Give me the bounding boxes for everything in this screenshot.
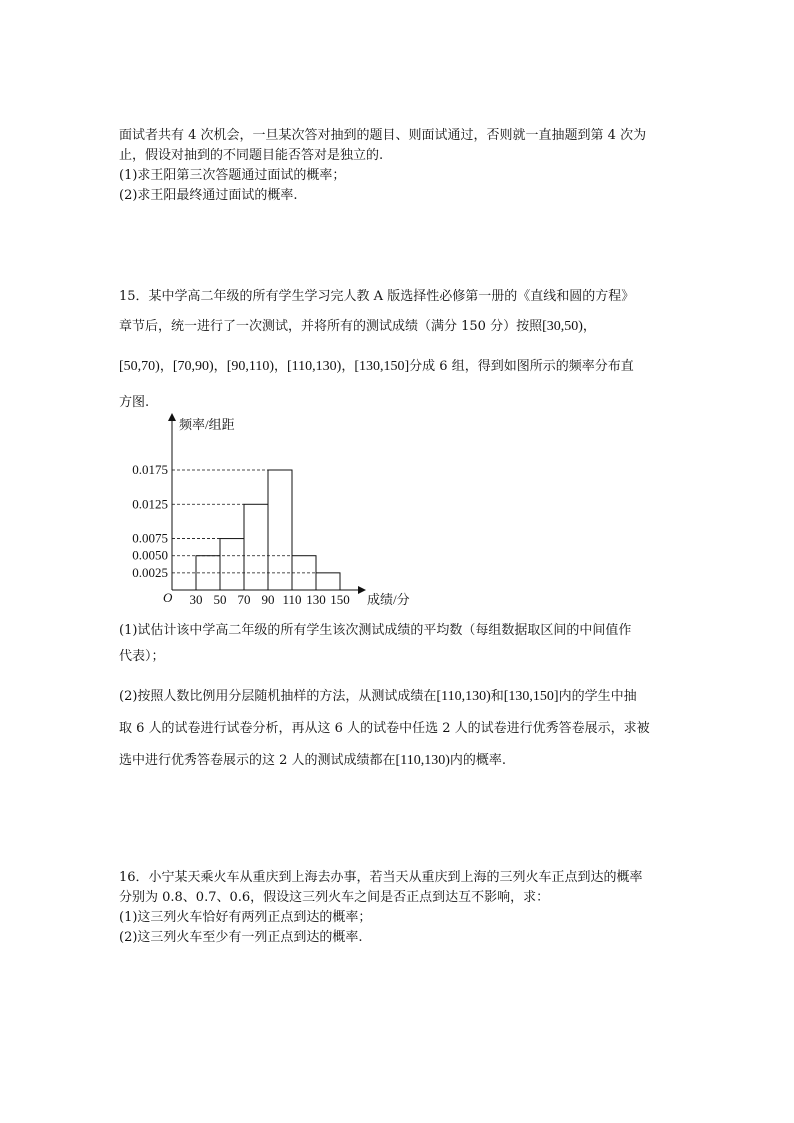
x-tick-label: 50 (213, 592, 227, 607)
q15-line-2 (119, 314, 689, 340)
interval-50-70: [50,70) (119, 359, 160, 374)
q15-line-1: 15．某中学高二年级的所有学生学习完人教 A 版选择性必修第一册的《直线和圆的方程》 (119, 289, 635, 304)
q15-sub-2-text: 内的学生中抽 (558, 689, 637, 704)
interval-110-130: [110,130) (395, 753, 450, 768)
y-tick-label: 0.0050 (132, 547, 168, 563)
q15-sep: ， (274, 359, 288, 374)
q14-line-2: 止，假设对抽到的不同题目能否答对是独立的. (119, 148, 384, 163)
q15-line-2-text: 章节后，统一进行了一次测试，并将所有的测试成绩（满分 150 分）按照 (119, 319, 543, 334)
frequency-histogram (119, 410, 439, 610)
histogram-bar (220, 539, 244, 590)
y-tick-label: 0.0175 (132, 462, 168, 477)
x-tick-label: 90 (261, 592, 275, 607)
q15-sub-2-line-3 (119, 748, 689, 774)
interval-130-150: [130,150] (503, 689, 559, 704)
x-axis-label: 成绩/分 (367, 592, 410, 607)
interval-90-110: [90,110) (226, 359, 274, 374)
q15-line-3-text: 分成 6 组，得到如图所示的频率分布直 (409, 359, 634, 374)
interval-70-90: [70,90) (172, 359, 214, 374)
question-16 (119, 868, 689, 948)
q15-sep: ， (213, 359, 227, 374)
x-tick-labels (190, 592, 350, 607)
q15-sub-1-line-1: (1)试估计该中学高二年级的所有学生该次测试成绩的平均数（每组数据取区间的中间值作 (119, 623, 632, 638)
question-14 (119, 126, 689, 206)
x-tick-label: 30 (189, 592, 203, 607)
q15-sub-2-text: (2)按照人数比例用分层随机抽样的方法，从测试成绩在 (119, 689, 437, 704)
histogram-bar (244, 504, 268, 590)
interval-30-50: [30,50) (542, 319, 583, 334)
q14-sub-1: (1)求王阳第三次答题通过面试的概率； (119, 168, 346, 183)
origin-label: O (163, 590, 173, 605)
q14-line-1: 面试者共有 4 次机会，一旦某次答对抽到的题目、则面试通过，否则就一直抽题到第 4 次为 (119, 128, 647, 143)
y-axis-label: 频率/组距 (179, 417, 235, 432)
x-tick-label: 130 (306, 592, 326, 607)
y-tick-label: 0.0075 (132, 530, 168, 546)
q15-line-4: 方图. (119, 395, 150, 410)
q16-line-1: 16．小宁某天乘火车从重庆到上海去办事，若当天从重庆到上海的三列火车正点到达的概率 (119, 870, 643, 885)
q14-sub-2: (2)求王阳最终通过面试的概率. (119, 188, 298, 203)
y-tick-labels (132, 462, 168, 580)
interval-110-130: [110,130) (287, 359, 342, 374)
histogram-bar (316, 573, 340, 590)
q15-sub-2-text: 内的概率. (449, 753, 506, 768)
q15-sub-2-line-2: 取 6 人的试卷进行试卷分析，再从这 6 人的试卷中任选 2 人的试卷进行优秀答卷展示，求被 (119, 721, 650, 736)
q15-sub-2-line-1 (119, 684, 689, 710)
x-tick-label: 110 (282, 592, 302, 607)
q15-line-3 (119, 354, 689, 380)
y-tick-label: 0.0025 (132, 564, 168, 580)
x-tick-label: 70 (237, 592, 251, 607)
q16-sub-2: (2)这三列火车至少有一列正点到达的概率. (119, 930, 363, 945)
y-tick-label: 0.0125 (132, 496, 168, 512)
q16-sub-1: (1)这三列火车恰好有两列正点到达的概率； (119, 910, 372, 925)
x-tick-label: 150 (330, 592, 350, 607)
q16-line-2: 分别为 0.8、0.7、0.6，假设这三列火车之间是否正点到达互不影响，求： (119, 890, 550, 905)
q15-sep: ， (159, 359, 173, 374)
histogram-bars (196, 470, 340, 590)
interval-130-150: [130,150] (354, 359, 410, 374)
q15-sub-1-line-2: 代表）； (119, 649, 165, 664)
interval-110-130: [110,130) (436, 689, 491, 704)
q15-sub-2-text: 选中进行优秀答卷展示的这 2 人的测试成绩都在 (119, 753, 396, 768)
q15-sep: ， (582, 319, 596, 334)
q15-sub-2-text: 和 (490, 689, 504, 704)
histogram-bar (268, 470, 292, 590)
q15-sep: ， (341, 359, 355, 374)
q15-subquestions (119, 618, 689, 774)
question-15 (119, 284, 689, 416)
